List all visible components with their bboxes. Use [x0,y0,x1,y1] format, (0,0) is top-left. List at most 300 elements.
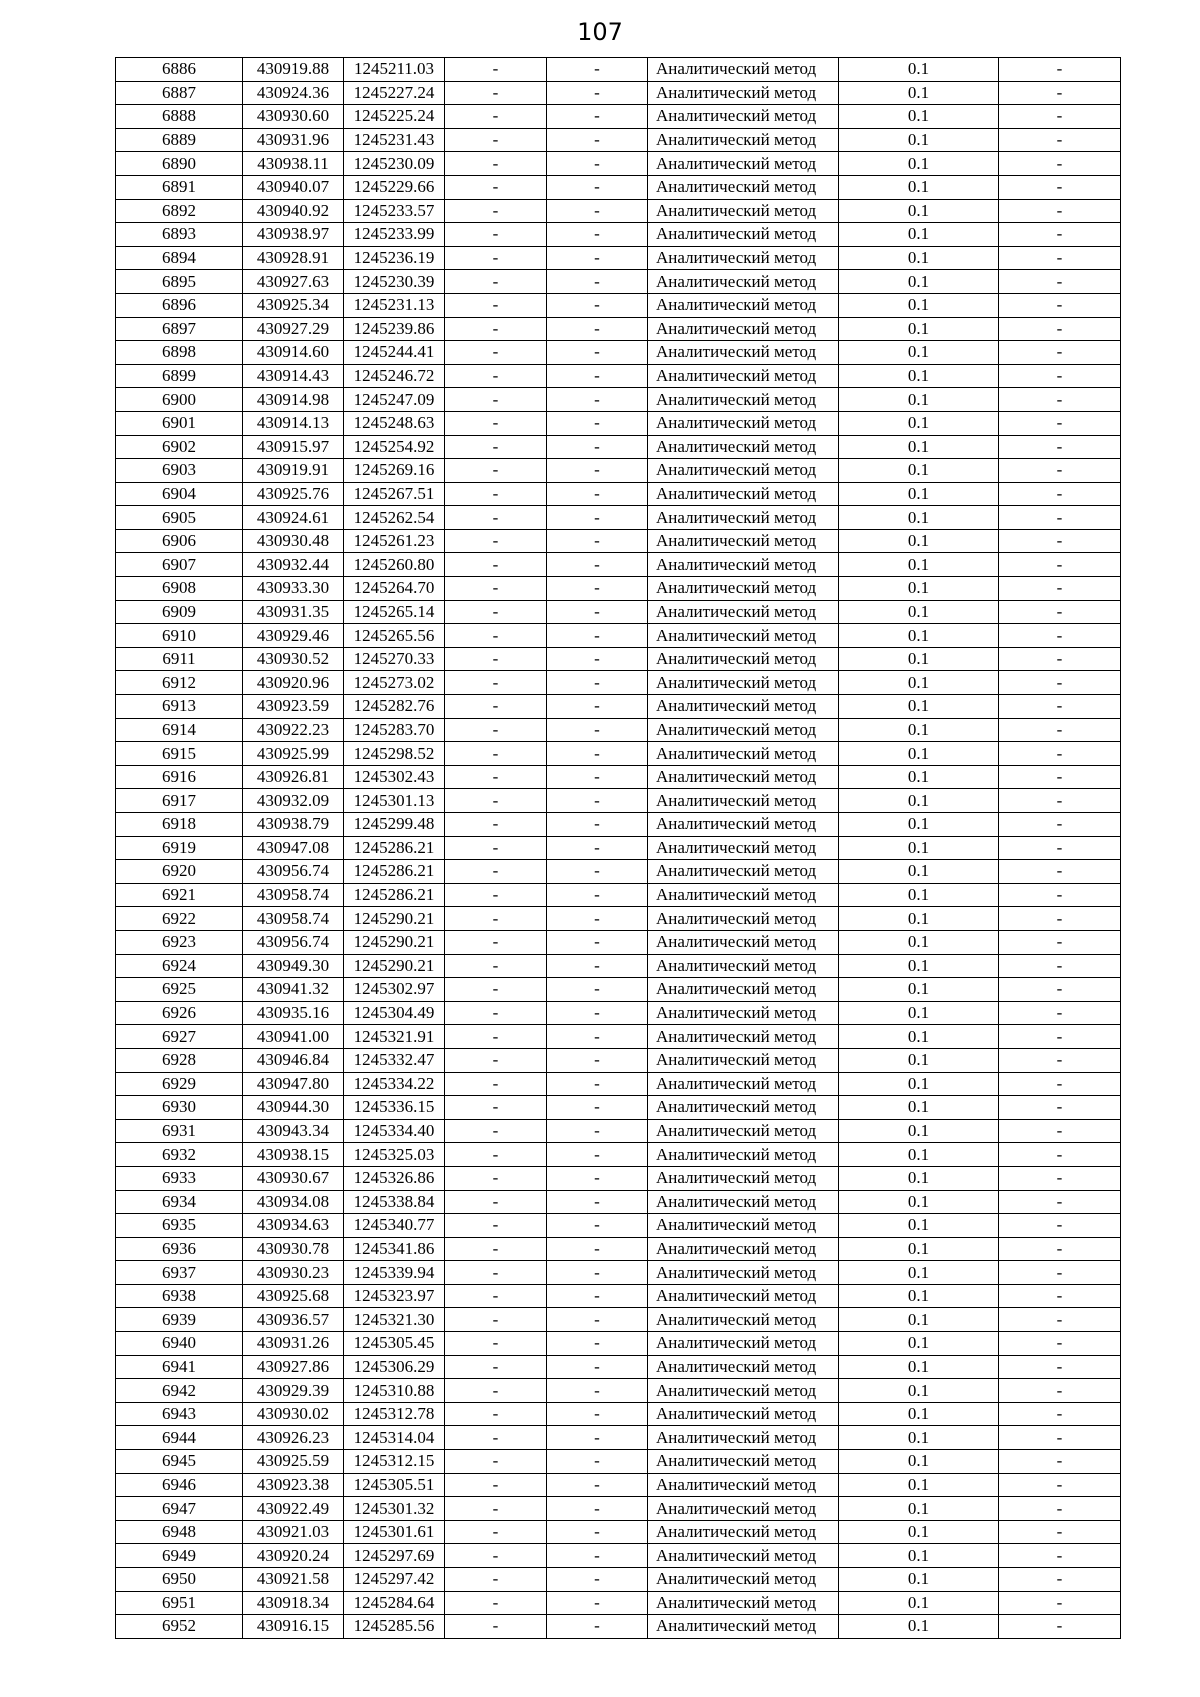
table-row [116,1497,1121,1521]
y-coordinate-cell: 1245301.13 [344,789,445,813]
dash-cell: - [547,223,648,247]
dash-cell: - [547,1096,648,1120]
dash-cell: - [547,718,648,742]
dash-cell: - [445,175,547,199]
dash-cell: - [547,553,648,577]
dash-cell: - [445,1379,547,1403]
method-cell: Аналитический метод [648,1426,839,1450]
y-coordinate-cell: 1245233.99 [344,223,445,247]
table-row [116,600,1121,624]
method-cell: Аналитический метод [648,695,839,719]
y-coordinate-cell: 1245310.88 [344,1379,445,1403]
y-coordinate-cell: 1245233.57 [344,199,445,223]
accuracy-cell: 0.1 [839,718,999,742]
dash-cell: - [547,577,648,601]
dash-cell: - [547,813,648,837]
dash-cell: - [999,58,1121,82]
dash-cell: - [547,1332,648,1356]
y-coordinate-cell: 1245236.19 [344,246,445,270]
dash-cell: - [445,1308,547,1332]
dash-cell: - [547,1119,648,1143]
y-coordinate-cell: 1245231.13 [344,293,445,317]
accuracy-cell: 0.1 [839,128,999,152]
y-coordinate-cell: 1245323.97 [344,1284,445,1308]
point-number-cell: 6920 [116,860,243,884]
y-coordinate-cell: 1245286.21 [344,836,445,860]
dash-cell: - [445,1214,547,1238]
x-coordinate-cell: 430923.38 [243,1473,344,1497]
y-coordinate-cell: 1245244.41 [344,341,445,365]
dash-cell: - [547,81,648,105]
dash-cell: - [547,907,648,931]
y-coordinate-cell: 1245211.03 [344,58,445,82]
dash-cell: - [547,647,648,671]
table-row [116,1237,1121,1261]
dash-cell: - [999,364,1121,388]
method-cell: Аналитический метод [648,1096,839,1120]
method-cell: Аналитический метод [648,978,839,1002]
point-number-cell: 6909 [116,600,243,624]
x-coordinate-cell: 430930.02 [243,1402,344,1426]
dash-cell: - [999,695,1121,719]
dash-cell: - [547,860,648,884]
accuracy-cell: 0.1 [839,836,999,860]
dash-cell: - [999,199,1121,223]
table-row [116,58,1121,82]
dash-cell: - [999,1048,1121,1072]
dash-cell: - [999,1308,1121,1332]
x-coordinate-cell: 430919.88 [243,58,344,82]
accuracy-cell: 0.1 [839,600,999,624]
point-number-cell: 6892 [116,199,243,223]
x-coordinate-cell: 430941.32 [243,978,344,1002]
accuracy-cell: 0.1 [839,907,999,931]
dash-cell: - [445,1001,547,1025]
y-coordinate-cell: 1245336.15 [344,1096,445,1120]
dash-cell: - [999,246,1121,270]
table-row [116,152,1121,176]
dash-cell: - [547,624,648,648]
table-row [116,482,1121,506]
x-coordinate-cell: 430927.29 [243,317,344,341]
dash-cell: - [999,529,1121,553]
dash-cell: - [547,1426,648,1450]
table-row [116,223,1121,247]
accuracy-cell: 0.1 [839,1214,999,1238]
method-cell: Аналитический метод [648,270,839,294]
x-coordinate-cell: 430918.34 [243,1591,344,1615]
dash-cell: - [445,600,547,624]
x-coordinate-cell: 430925.59 [243,1450,344,1474]
accuracy-cell: 0.1 [839,1497,999,1521]
accuracy-cell: 0.1 [839,1402,999,1426]
dash-cell: - [445,459,547,483]
dash-cell: - [547,978,648,1002]
method-cell: Аналитический метод [648,1072,839,1096]
x-coordinate-cell: 430958.74 [243,907,344,931]
dash-cell: - [999,388,1121,412]
accuracy-cell: 0.1 [839,1261,999,1285]
dash-cell: - [547,1355,648,1379]
dash-cell: - [999,1473,1121,1497]
y-coordinate-cell: 1245230.09 [344,152,445,176]
point-number-cell: 6952 [116,1615,243,1639]
y-coordinate-cell: 1245231.43 [344,128,445,152]
table-row [116,1450,1121,1474]
dash-cell: - [445,765,547,789]
table-row [116,1332,1121,1356]
y-coordinate-cell: 1245247.09 [344,388,445,412]
point-number-cell: 6912 [116,671,243,695]
y-coordinate-cell: 1245326.86 [344,1166,445,1190]
table-row [116,883,1121,907]
method-cell: Аналитический метод [648,600,839,624]
y-coordinate-cell: 1245239.86 [344,317,445,341]
point-number-cell: 6922 [116,907,243,931]
method-cell: Аналитический метод [648,1308,839,1332]
point-number-cell: 6887 [116,81,243,105]
dash-cell: - [999,742,1121,766]
method-cell: Аналитический метод [648,1615,839,1639]
page-number: 107 [577,18,623,46]
table-row [116,459,1121,483]
accuracy-cell: 0.1 [839,152,999,176]
point-number-cell: 6941 [116,1355,243,1379]
dash-cell: - [445,647,547,671]
accuracy-cell: 0.1 [839,1426,999,1450]
accuracy-cell: 0.1 [839,1520,999,1544]
dash-cell: - [999,293,1121,317]
table-row [116,1615,1121,1639]
accuracy-cell: 0.1 [839,883,999,907]
x-coordinate-cell: 430925.99 [243,742,344,766]
dash-cell: - [547,58,648,82]
x-coordinate-cell: 430926.81 [243,765,344,789]
accuracy-cell: 0.1 [839,577,999,601]
method-cell: Аналитический метод [648,1261,839,1285]
dash-cell: - [445,860,547,884]
dash-cell: - [547,341,648,365]
dash-cell: - [547,742,648,766]
table-row [116,341,1121,365]
accuracy-cell: 0.1 [839,695,999,719]
table-row [116,81,1121,105]
point-number-cell: 6899 [116,364,243,388]
y-coordinate-cell: 1245285.56 [344,1615,445,1639]
method-cell: Аналитический метод [648,624,839,648]
dash-cell: - [445,883,547,907]
method-cell: Аналитический метод [648,860,839,884]
x-coordinate-cell: 430938.11 [243,152,344,176]
table-row [116,1119,1121,1143]
dash-cell: - [999,671,1121,695]
table-row [116,553,1121,577]
y-coordinate-cell: 1245325.03 [344,1143,445,1167]
y-coordinate-cell: 1245282.76 [344,695,445,719]
accuracy-cell: 0.1 [839,1048,999,1072]
dash-cell: - [999,1568,1121,1592]
y-coordinate-cell: 1245286.21 [344,860,445,884]
dash-cell: - [445,223,547,247]
accuracy-cell: 0.1 [839,671,999,695]
point-number-cell: 6905 [116,506,243,530]
method-cell: Аналитический метод [648,1544,839,1568]
point-number-cell: 6942 [116,1379,243,1403]
point-number-cell: 6914 [116,718,243,742]
x-coordinate-cell: 430914.13 [243,411,344,435]
method-cell: Аналитический метод [648,411,839,435]
accuracy-cell: 0.1 [839,624,999,648]
accuracy-cell: 0.1 [839,1615,999,1639]
point-number-cell: 6923 [116,930,243,954]
y-coordinate-cell: 1245334.40 [344,1119,445,1143]
accuracy-cell: 0.1 [839,1568,999,1592]
point-number-cell: 6921 [116,883,243,907]
method-cell: Аналитический метод [648,223,839,247]
accuracy-cell: 0.1 [839,1072,999,1096]
dash-cell: - [445,742,547,766]
dash-cell: - [999,223,1121,247]
method-cell: Аналитический метод [648,1355,839,1379]
dash-cell: - [445,836,547,860]
method-cell: Аналитический метод [648,1001,839,1025]
dash-cell: - [547,388,648,412]
dash-cell: - [445,270,547,294]
accuracy-cell: 0.1 [839,647,999,671]
table-row [116,1355,1121,1379]
dash-cell: - [547,482,648,506]
table-row [116,1426,1121,1450]
point-number-cell: 6889 [116,128,243,152]
dash-cell: - [999,930,1121,954]
dash-cell: - [445,435,547,459]
table-row [116,128,1121,152]
accuracy-cell: 0.1 [839,742,999,766]
y-coordinate-cell: 1245334.22 [344,1072,445,1096]
dash-cell: - [445,482,547,506]
y-coordinate-cell: 1245225.24 [344,105,445,129]
table-row [116,411,1121,435]
point-number-cell: 6940 [116,1332,243,1356]
x-coordinate-cell: 430930.48 [243,529,344,553]
dash-cell: - [999,718,1121,742]
y-coordinate-cell: 1245273.02 [344,671,445,695]
point-number-cell: 6917 [116,789,243,813]
table-row [116,1096,1121,1120]
method-cell: Аналитический метод [648,293,839,317]
dash-cell: - [547,1308,648,1332]
dash-cell: - [547,1072,648,1096]
dash-cell: - [999,1426,1121,1450]
y-coordinate-cell: 1245270.33 [344,647,445,671]
accuracy-cell: 0.1 [839,223,999,247]
method-cell: Аналитический метод [648,58,839,82]
method-cell: Аналитический метод [648,718,839,742]
accuracy-cell: 0.1 [839,1591,999,1615]
point-number-cell: 6900 [116,388,243,412]
y-coordinate-cell: 1245341.86 [344,1237,445,1261]
y-coordinate-cell: 1245338.84 [344,1190,445,1214]
method-cell: Аналитический метод [648,742,839,766]
method-cell: Аналитический метод [648,128,839,152]
dash-cell: - [999,1497,1121,1521]
y-coordinate-cell: 1245312.15 [344,1450,445,1474]
point-number-cell: 6929 [116,1072,243,1096]
dash-cell: - [547,930,648,954]
dash-cell: - [445,1497,547,1521]
coordinates-table [115,57,1121,1639]
y-coordinate-cell: 1245299.48 [344,813,445,837]
dash-cell: - [999,1143,1121,1167]
dash-cell: - [999,270,1121,294]
table-row [116,1591,1121,1615]
table-row [116,742,1121,766]
dash-cell: - [445,529,547,553]
dash-cell: - [547,364,648,388]
method-cell: Аналитический метод [648,813,839,837]
dash-cell: - [999,128,1121,152]
dash-cell: - [999,175,1121,199]
dash-cell: - [999,1520,1121,1544]
accuracy-cell: 0.1 [839,1190,999,1214]
table-row [116,1402,1121,1426]
x-coordinate-cell: 430930.78 [243,1237,344,1261]
accuracy-cell: 0.1 [839,175,999,199]
dash-cell: - [999,553,1121,577]
y-coordinate-cell: 1245283.70 [344,718,445,742]
y-coordinate-cell: 1245304.49 [344,1001,445,1025]
y-coordinate-cell: 1245301.32 [344,1497,445,1521]
x-coordinate-cell: 430920.96 [243,671,344,695]
accuracy-cell: 0.1 [839,1332,999,1356]
dash-cell: - [999,600,1121,624]
dash-cell: - [445,199,547,223]
x-coordinate-cell: 430934.63 [243,1214,344,1238]
y-coordinate-cell: 1245298.52 [344,742,445,766]
dash-cell: - [445,388,547,412]
dash-cell: - [445,1355,547,1379]
accuracy-cell: 0.1 [839,813,999,837]
dash-cell: - [445,930,547,954]
x-coordinate-cell: 430924.36 [243,81,344,105]
dash-cell: - [445,1402,547,1426]
dash-cell: - [445,1426,547,1450]
method-cell: Аналитический метод [648,883,839,907]
table-body [116,58,1121,1639]
method-cell: Аналитический метод [648,577,839,601]
dash-cell: - [547,246,648,270]
point-number-cell: 6950 [116,1568,243,1592]
method-cell: Аналитический метод [648,1025,839,1049]
accuracy-cell: 0.1 [839,1143,999,1167]
x-coordinate-cell: 430947.80 [243,1072,344,1096]
y-coordinate-cell: 1245306.29 [344,1355,445,1379]
x-coordinate-cell: 430930.23 [243,1261,344,1285]
dash-cell: - [547,1520,648,1544]
dash-cell: - [999,647,1121,671]
table-row [116,1190,1121,1214]
table-row [116,813,1121,837]
x-coordinate-cell: 430932.09 [243,789,344,813]
method-cell: Аналитический метод [648,175,839,199]
point-number-cell: 6898 [116,341,243,365]
accuracy-cell: 0.1 [839,860,999,884]
point-number-cell: 6931 [116,1119,243,1143]
method-cell: Аналитический метод [648,199,839,223]
y-coordinate-cell: 1245297.69 [344,1544,445,1568]
method-cell: Аналитический метод [648,1190,839,1214]
dash-cell: - [445,789,547,813]
y-coordinate-cell: 1245332.47 [344,1048,445,1072]
y-coordinate-cell: 1245339.94 [344,1261,445,1285]
dash-cell: - [999,341,1121,365]
accuracy-cell: 0.1 [839,459,999,483]
method-cell: Аналитический метод [648,954,839,978]
dash-cell: - [445,58,547,82]
point-number-cell: 6904 [116,482,243,506]
dash-cell: - [547,600,648,624]
point-number-cell: 6891 [116,175,243,199]
dash-cell: - [445,813,547,837]
dash-cell: - [445,128,547,152]
y-coordinate-cell: 1245314.04 [344,1426,445,1450]
method-cell: Аналитический метод [648,930,839,954]
y-coordinate-cell: 1245305.45 [344,1332,445,1356]
dash-cell: - [999,907,1121,931]
method-cell: Аналитический метод [648,647,839,671]
x-coordinate-cell: 430914.98 [243,388,344,412]
method-cell: Аналитический метод [648,1402,839,1426]
table-row [116,1001,1121,1025]
accuracy-cell: 0.1 [839,1308,999,1332]
dash-cell: - [547,435,648,459]
method-cell: Аналитический метод [648,1284,839,1308]
accuracy-cell: 0.1 [839,1473,999,1497]
dash-cell: - [547,1143,648,1167]
dash-cell: - [445,1615,547,1639]
point-number-cell: 6886 [116,58,243,82]
table-row [116,1568,1121,1592]
accuracy-cell: 0.1 [839,1166,999,1190]
dash-cell: - [999,813,1121,837]
table-row [116,246,1121,270]
dash-cell: - [445,907,547,931]
dash-cell: - [547,1214,648,1238]
y-coordinate-cell: 1245230.39 [344,270,445,294]
dash-cell: - [999,883,1121,907]
dash-cell: - [999,1261,1121,1285]
x-coordinate-cell: 430921.03 [243,1520,344,1544]
y-coordinate-cell: 1245302.43 [344,765,445,789]
dash-cell: - [445,1190,547,1214]
point-number-cell: 6951 [116,1591,243,1615]
table-row [116,978,1121,1002]
accuracy-cell: 0.1 [839,1355,999,1379]
dash-cell: - [547,695,648,719]
accuracy-cell: 0.1 [839,1237,999,1261]
point-number-cell: 6894 [116,246,243,270]
y-coordinate-cell: 1245264.70 [344,577,445,601]
point-number-cell: 6908 [116,577,243,601]
dash-cell: - [547,1166,648,1190]
y-coordinate-cell: 1245290.21 [344,930,445,954]
y-coordinate-cell: 1245265.14 [344,600,445,624]
accuracy-cell: 0.1 [839,978,999,1002]
method-cell: Аналитический метод [648,341,839,365]
point-number-cell: 6897 [116,317,243,341]
y-coordinate-cell: 1245260.80 [344,553,445,577]
x-coordinate-cell: 430914.43 [243,364,344,388]
